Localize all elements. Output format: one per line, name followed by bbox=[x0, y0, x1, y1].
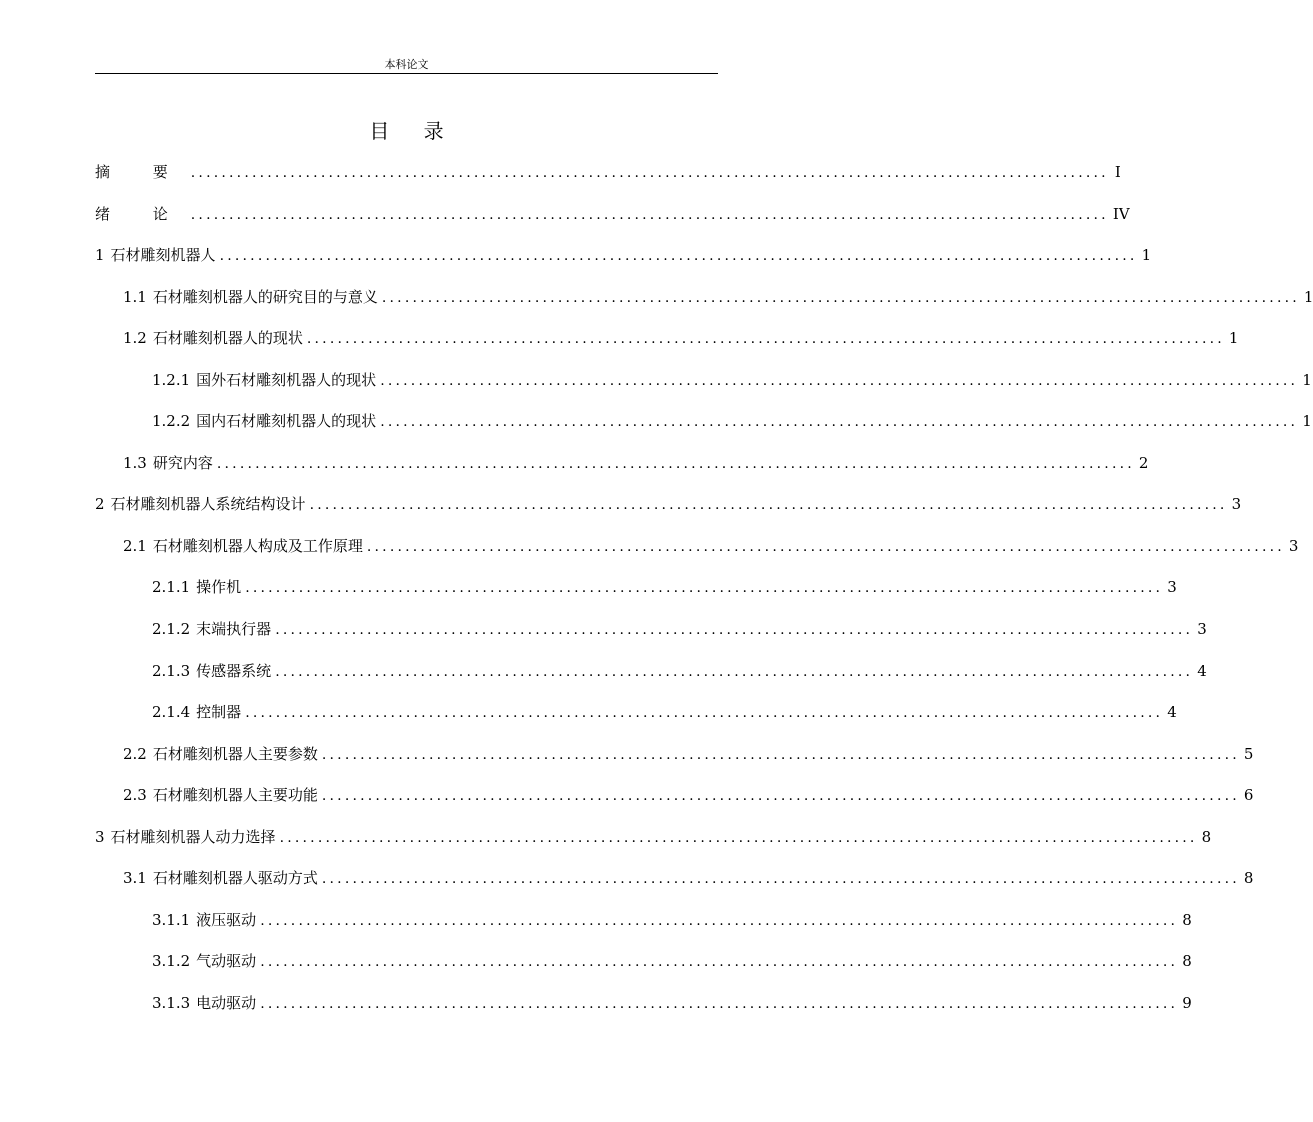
toc-entry-3-1-3[interactable] bbox=[95, 983, 1192, 1025]
toc-entry-number: 2.2 bbox=[123, 744, 147, 763]
toc-entry-label: 石材雕刻机器人主要参数 bbox=[152, 744, 318, 763]
toc-leader-dots: ........................................................................................................................ bbox=[260, 995, 1179, 1012]
toc-entry-number: 2.1.1 bbox=[152, 578, 191, 597]
toc-entry-page: 4 bbox=[1167, 703, 1177, 722]
toc-entry-1-2[interactable] bbox=[95, 318, 1239, 360]
toc-entry-page: 1 bbox=[1302, 412, 1312, 431]
toc-entry-introduction[interactable] bbox=[95, 194, 1130, 236]
toc-entry-label: 电动驱动 bbox=[196, 993, 257, 1012]
toc-entry-label: 石材雕刻机器人的现状 bbox=[152, 329, 303, 348]
toc-entry-number: 2.1.4 bbox=[152, 703, 191, 722]
toc-leader-dots: ........................................................................................................................ bbox=[260, 954, 1179, 971]
toc-entry-2-1-4[interactable] bbox=[95, 692, 1177, 734]
toc-entry-number: 2.1.3 bbox=[152, 661, 191, 680]
toc-entry-number: 3.1.3 bbox=[152, 993, 191, 1012]
toc-entry-page: IV bbox=[1112, 204, 1130, 223]
toc-entry-label: 绪 论 bbox=[95, 204, 187, 223]
toc-leader-dots: ........................................................................................................................ bbox=[321, 788, 1240, 805]
toc-entry-2-2[interactable] bbox=[95, 734, 1254, 776]
toc-entry-number: 1.2 bbox=[123, 329, 147, 348]
toc-entry-page: 1 bbox=[1141, 246, 1152, 265]
toc-leader-dots: ........................................................................................................................ bbox=[380, 372, 1299, 389]
toc-entry-2-1-3[interactable] bbox=[95, 651, 1207, 693]
toc-entry-1-2-2[interactable] bbox=[95, 401, 1312, 443]
toc-entry-page: 1 bbox=[1228, 329, 1239, 348]
toc-entry-page: 5 bbox=[1243, 744, 1254, 763]
toc-entry-page: 9 bbox=[1182, 993, 1192, 1012]
toc-entry-number: 1.2.2 bbox=[152, 412, 191, 431]
toc-leader-dots: ........................................................................................................................ bbox=[216, 455, 1135, 472]
toc-entry-number: 3 bbox=[95, 827, 105, 846]
toc-entry-2-1[interactable] bbox=[95, 526, 1299, 568]
toc-entry-number: 2.1 bbox=[123, 536, 147, 555]
toc-leader-dots: ........................................................................................................................ bbox=[219, 248, 1138, 265]
toc-entry-1[interactable] bbox=[95, 235, 1152, 277]
toc-entry-label: 传感器系统 bbox=[196, 661, 272, 680]
toc-entry-page: 6 bbox=[1243, 786, 1254, 805]
toc-entry-page: I bbox=[1114, 163, 1121, 181]
toc-leader-dots: ........................................................................................................................ bbox=[190, 165, 1109, 181]
toc-entry-label: 摘 要 bbox=[95, 163, 187, 181]
toc-entry-page: 2 bbox=[1138, 453, 1149, 472]
toc-entry-number: 3.1.1 bbox=[152, 910, 191, 929]
toc-entry-label: 研究内容 bbox=[152, 453, 213, 472]
toc-leader-dots: ........................................................................................................................ bbox=[321, 871, 1240, 888]
toc-entry-page: 1 bbox=[1303, 287, 1313, 306]
toc-entry-page: 3 bbox=[1288, 536, 1299, 555]
toc-entry-number: 1 bbox=[95, 246, 105, 265]
toc-entry-label: 国内石材雕刻机器人的现状 bbox=[196, 412, 377, 431]
toc-entry-2-1-1[interactable] bbox=[95, 567, 1177, 609]
toc-entry-3-1[interactable] bbox=[95, 858, 1254, 900]
toc-list bbox=[95, 152, 1313, 1024]
toc-entry-page: 8 bbox=[1243, 869, 1254, 888]
toc-entry-label: 石材雕刻机器人动力选择 bbox=[110, 827, 276, 846]
toc-leader-dots: ........................................................................................................................ bbox=[306, 331, 1225, 348]
toc-entry-label: 国外石材雕刻机器人的现状 bbox=[196, 370, 377, 389]
toc-entry-1-3[interactable] bbox=[95, 443, 1149, 485]
toc-entry-page: 3 bbox=[1197, 620, 1207, 639]
toc-leader-dots: ........................................................................................................................ bbox=[381, 289, 1300, 306]
toc-entry-number: 1.1 bbox=[123, 287, 147, 306]
toc-entry-3-1-2[interactable] bbox=[95, 941, 1192, 983]
toc-entry-3-1-1[interactable] bbox=[95, 900, 1192, 942]
toc-entry-page: 1 bbox=[1302, 370, 1312, 389]
toc-entry-page: 8 bbox=[1182, 952, 1192, 971]
toc-entry-label: 石材雕刻机器人系统结构设计 bbox=[110, 495, 306, 514]
toc-leader-dots: ........................................................................................................................ bbox=[275, 663, 1194, 680]
toc-entry-page: 3 bbox=[1167, 578, 1177, 597]
toc-entry-label: 石材雕刻机器人的研究目的与意义 bbox=[152, 287, 378, 306]
toc-entry-number: 2.3 bbox=[123, 786, 147, 805]
toc-title: 目 录 bbox=[369, 119, 458, 143]
toc-entry-label: 石材雕刻机器人 bbox=[110, 246, 216, 265]
toc-leader-dots: ........................................................................................................................ bbox=[260, 912, 1179, 929]
toc-leader-dots: ........................................................................................................................ bbox=[245, 705, 1164, 722]
toc-entry-3[interactable] bbox=[95, 817, 1212, 859]
toc-entry-page: 8 bbox=[1182, 910, 1192, 929]
toc-entry-page: 8 bbox=[1201, 827, 1212, 846]
toc-entry-label: 液压驱动 bbox=[196, 910, 257, 929]
toc-leader-dots: ........................................................................................................................ bbox=[380, 414, 1299, 431]
toc-leader-dots: ........................................................................................................................ bbox=[190, 206, 1109, 223]
toc-leader-dots: ........................................................................................................................ bbox=[275, 622, 1194, 639]
toc-entry-page: 4 bbox=[1197, 661, 1207, 680]
toc-entry-label: 气动驱动 bbox=[196, 952, 257, 971]
toc-entry-1-2-1[interactable] bbox=[95, 360, 1312, 402]
toc-entry-number: 3.1 bbox=[123, 869, 147, 888]
toc-leader-dots: ........................................................................................................................ bbox=[321, 746, 1240, 763]
toc-entry-1-1[interactable] bbox=[95, 277, 1313, 319]
toc-leader-dots: ........................................................................................................................ bbox=[366, 538, 1285, 555]
toc-entry-abstract[interactable] bbox=[95, 152, 1121, 194]
page-header: 本科论文 bbox=[95, 58, 718, 74]
toc-leader-dots: ........................................................................................................................ bbox=[245, 580, 1164, 597]
toc-entry-2[interactable] bbox=[95, 484, 1242, 526]
toc-entry-2-1-2[interactable] bbox=[95, 609, 1207, 651]
toc-entry-2-3[interactable] bbox=[95, 775, 1254, 817]
toc-leader-dots: ........................................................................................................................ bbox=[309, 497, 1228, 514]
toc-entry-number: 1.2.1 bbox=[152, 370, 191, 389]
toc-entry-number: 1.3 bbox=[123, 453, 147, 472]
toc-entry-label: 末端执行器 bbox=[196, 620, 272, 639]
toc-entry-page: 3 bbox=[1231, 495, 1242, 514]
toc-entry-label: 控制器 bbox=[196, 703, 242, 722]
toc-entry-number: 3.1.2 bbox=[152, 952, 191, 971]
toc-leader-dots: ........................................................................................................................ bbox=[279, 829, 1198, 846]
toc-entry-number: 2 bbox=[95, 495, 105, 514]
toc-entry-label: 石材雕刻机器人主要功能 bbox=[152, 786, 318, 805]
toc-entry-label: 石材雕刻机器人驱动方式 bbox=[152, 869, 318, 888]
toc-entry-label: 操作机 bbox=[196, 578, 242, 597]
toc-entry-label: 石材雕刻机器人构成及工作原理 bbox=[152, 536, 363, 555]
toc-entry-number: 2.1.2 bbox=[152, 620, 191, 639]
